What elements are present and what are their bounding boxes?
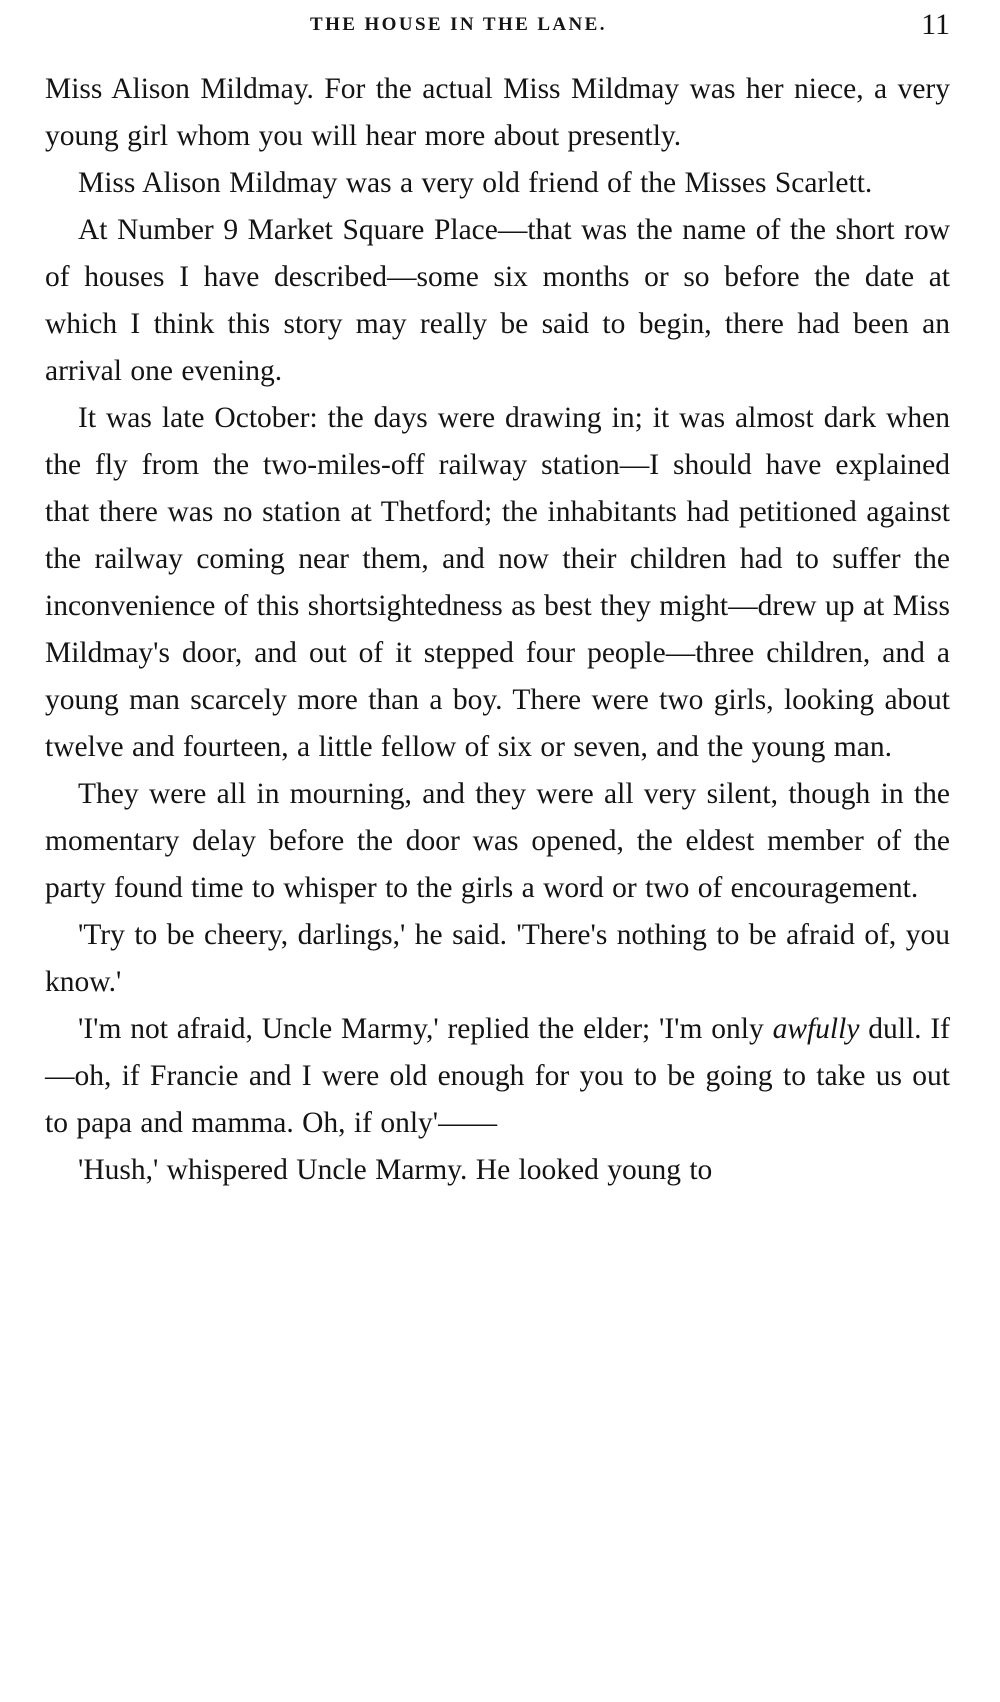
paragraph-1: Miss Alison Mildmay. For the actual Miss Mildmay was her niece, a very young girl whom you will hear more about presently. [45, 73, 950, 152]
paragraph-7 [45, 1006, 950, 1147]
paragraph-6: 'Try to be cheery, darlings,' he said. 'There's nothing to be afraid of, you know.' [45, 919, 950, 998]
paragraph-3: At Number 9 Market Square Place—that was the name of the short row of houses I have described—some six months or so before the date at which I think this story may really be said to begin, there had been an arrival one evening. [45, 214, 950, 387]
paragraph-4: It was late October: the days were drawing in; it was almost dark when the fly from the two-miles-off railway station—I should have explained that there was no station at Thetford; the inhabitants had petitioned against the railway coming near them, and now their children had to suffer the inconvenience of this shortsightedness as best they might—drew up at Miss Mildmay's door, and out of it stepped four people—three children, and a young man scarcely more than a boy. There were two girls, looking about twelve and fourteen, a little fellow of six or seven, and the young man. [45, 402, 950, 763]
paragraph-7-before: 'I'm not afraid, Uncle Marmy,' replied the elder; 'I'm only [78, 1013, 773, 1045]
page-number: 11 [921, 8, 950, 41]
paragraph-7-emphasis: awfully [772, 1013, 860, 1045]
paragraph-7-after: dull. If—oh, if Francie and I were old enough for you to be going to take us out to papa and mamma. Oh, if only'—— [45, 1013, 950, 1139]
paragraph-5: They were all in mourning, and they were all very silent, though in the momentary delay before the door was opened, the eldest member of the party found time to whisper to the girls a word or two of encouragement. [45, 778, 950, 904]
page-header [45, 8, 950, 48]
running-head: THE HOUSE IN THE LANE. [310, 14, 607, 35]
paragraph-2: Miss Alison Mildmay was a very old friend of the Misses Scarlett. [78, 167, 873, 199]
paragraph-8: 'Hush,' whispered Uncle Marmy. He looked young to [78, 1154, 713, 1186]
body-text [45, 66, 950, 1194]
